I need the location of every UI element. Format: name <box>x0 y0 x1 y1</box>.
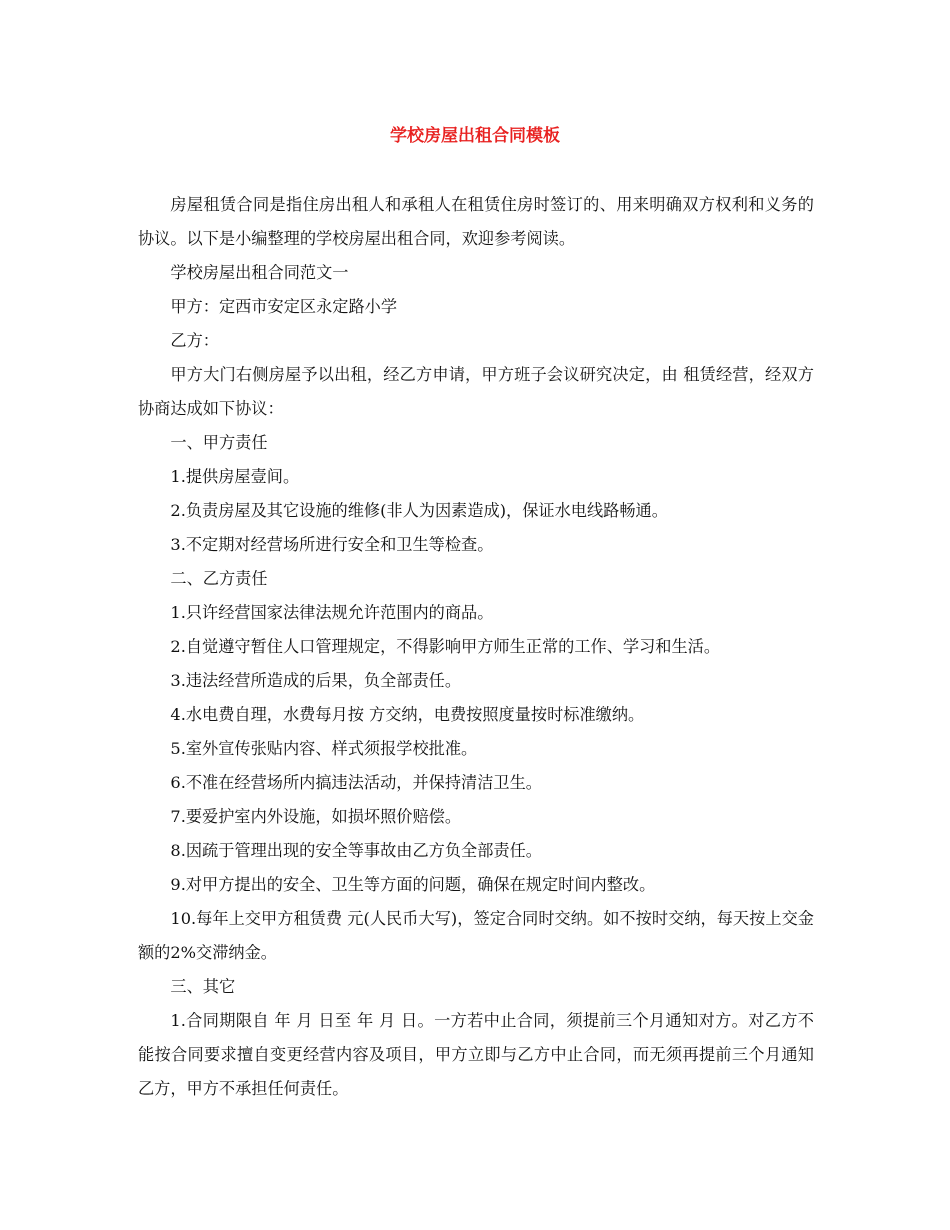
clause-a-1: 1.提供房屋壹间。 <box>170 467 300 486</box>
section-heading-party-b: 二、乙方责任 <box>170 569 268 588</box>
clause-a-3: 3.不定期对经营场所进行安全和卫生等检查。 <box>170 535 494 554</box>
intro-paragraph: 房屋租赁合同是指住房出租人和承租人在租赁住房时签订的、用来明确双方权利和义务的协议。以下是小编整理的学校房屋出租合同，欢迎参考阅读。 <box>138 195 814 248</box>
clause-b-3: 3.违法经营所造成的后果，负全部责任。 <box>170 671 462 690</box>
clause-b-5: 5.室外宣传张贴内容、样式须报学校批准。 <box>170 739 478 758</box>
clause-b-9: 9.对甲方提出的安全、卫生等方面的问题，确保在规定时间内整改。 <box>170 875 656 894</box>
preamble-paragraph: 甲方大门右侧房屋予以出租，经乙方申请，甲方班子会议研究决定，由 租赁经营，经双方协商达成如下协议： <box>138 365 814 418</box>
sample-heading: 学校房屋出租合同范文一 <box>170 263 349 282</box>
clause-b-8: 8.因疏于管理出现的安全等事故由乙方负全部责任。 <box>170 841 542 860</box>
section-heading-party-a: 一、甲方责任 <box>170 433 268 452</box>
clause-a-2: 2.负责房屋及其它设施的维修(非人为因素造成)，保证水电线路畅通。 <box>170 501 668 520</box>
clause-b-1: 1.只许经营国家法律法规允许范围内的商品。 <box>170 603 494 622</box>
party-a-line: 甲方：定西市安定区永定路小学 <box>170 297 398 316</box>
clause-c-1: 1.合同期限自 年 月 日至 年 月 日。一方若中止合同，须提前三个月通知对方。对乙方不能按合同要求擅自变更经营内容及项目，甲方立即与乙方中止合同，而无须再提前三个月通知乙方，甲方不承担任何责任。 <box>138 1011 814 1098</box>
clause-b-10: 10.每年上交甲方租赁费 元(人民币大写)，签定合同时交纳。如不按时交纳，每天按上交金额的2%交滞纳金。 <box>138 909 814 962</box>
clause-b-7: 7.要爱护室内外设施，如损坏照价赔偿。 <box>170 807 462 826</box>
section-heading-other: 三、其它 <box>170 977 236 996</box>
clause-b-2: 2.自觉遵守暂住人口管理规定，不得影响甲方师生正常的工作、学习和生活。 <box>170 637 721 656</box>
document-body <box>138 188 814 1106</box>
clause-b-6: 6.不准在经营场所内搞违法活动，并保持清洁卫生。 <box>170 773 542 792</box>
clause-b-4: 4.水电费自理，水费每月按 方交纳，电费按照度量按时标准缴纳。 <box>170 705 645 724</box>
document-title: 学校房屋出租合同模板 <box>390 126 560 146</box>
party-b-line: 乙方： <box>170 331 219 350</box>
